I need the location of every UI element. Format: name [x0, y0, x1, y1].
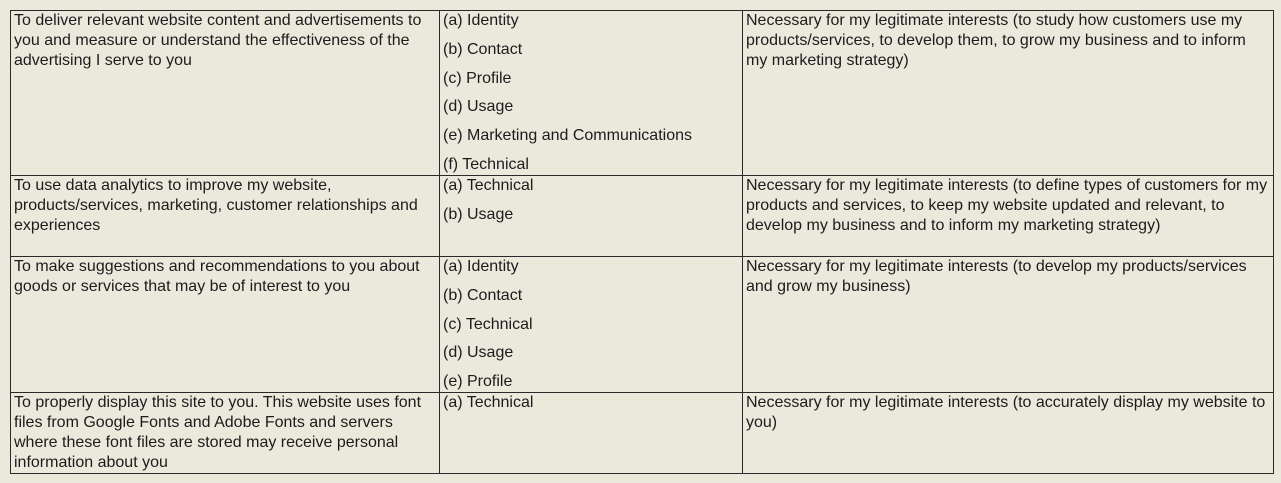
data-type-item: (d) Usage [443, 98, 514, 116]
purpose-cell: To deliver relevant website content and advertisements to you and measure or understand the effectiveness of the advertising I serve to you [11, 11, 440, 176]
purpose-cell: To properly display this site to you. This website uses font files from Google Fonts and Adobe Fonts and servers where these font files are stored may receive personal information about you [11, 393, 440, 474]
data-types-cell [440, 175, 743, 256]
data-type-item: (a) Identity [443, 257, 519, 275]
lawful-basis-cell: Necessary for my legitimate interests (to define types of customers for my products and services, to keep my website updated and relevant, to develop my business and to inform my marketing strategy) [743, 175, 1274, 256]
data-type-item: (b) Contact [443, 286, 523, 304]
data-type-item: (e) Marketing and Communications [443, 127, 692, 145]
data-type-item: (e) Profile [443, 373, 513, 391]
data-type-item: (b) Contact [443, 40, 523, 58]
purposes-table-container [10, 10, 1274, 474]
table-row [11, 393, 1274, 474]
purposes-table [10, 10, 1274, 474]
data-type-item: (c) Profile [443, 69, 512, 87]
data-types-list [443, 393, 739, 413]
data-type-item: (b) Usage [443, 205, 514, 223]
data-type-item: (c) Technical [443, 315, 533, 333]
data-types-list [443, 11, 739, 175]
table-row [11, 175, 1274, 256]
lawful-basis-cell: Necessary for my legitimate interests (to study how customers use my products/services, to develop them, to grow my business and to inform my marketing strategy) [743, 11, 1274, 176]
data-type-item: (a) Technical [443, 176, 534, 194]
data-types-list [443, 257, 739, 392]
data-types-cell [440, 393, 743, 474]
data-types-cell [440, 11, 743, 176]
data-types-cell [440, 256, 743, 392]
data-types-list [443, 176, 739, 225]
table-row [11, 11, 1274, 176]
lawful-basis-cell: Necessary for my legitimate interests (to develop my products/services and grow my business) [743, 256, 1274, 392]
data-type-item: (d) Usage [443, 344, 514, 362]
purpose-cell: To make suggestions and recommendations to you about goods or services that may be of interest to you [11, 256, 440, 392]
lawful-basis-cell: Necessary for my legitimate interests (to accurately display my website to you) [743, 393, 1274, 474]
table-row [11, 256, 1274, 392]
purpose-cell: To use data analytics to improve my website, products/services, marketing, customer relationships and experiences [11, 175, 440, 256]
data-type-item: (a) Identity [443, 12, 519, 29]
data-type-item: (f) Technical [443, 155, 529, 173]
data-type-item: (a) Technical [443, 394, 534, 412]
